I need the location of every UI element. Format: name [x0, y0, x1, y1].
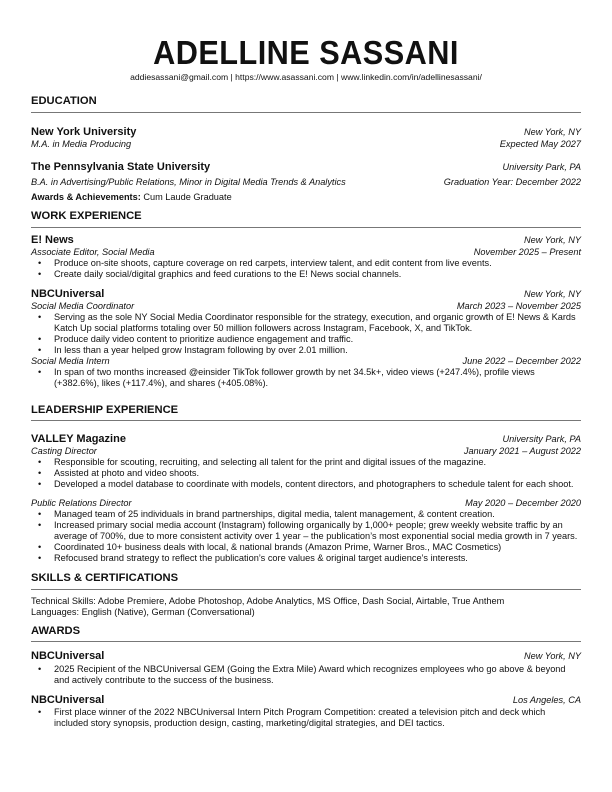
awards-achievements-value: Cum Laude Graduate [140, 192, 232, 203]
section-heading-leadership: LEADERSHIP EXPERIENCE [31, 404, 581, 421]
bullet-list [31, 457, 581, 490]
list-item: • Coordinated 10+ business deals with local, & national brands (Amazon Prime, Warner Bros., MAC Cosmetics) [54, 542, 581, 553]
award-location: Los Angeles, CA [512, 694, 581, 705]
list-item: • 2025 Recipient of the NBCUniversal GEM (Going the Extra Mile) Award which recognizes employees who go above & beyond and actively contribute to the success of the business. [54, 664, 581, 686]
school-name: New York University [31, 125, 137, 138]
bullet-list [31, 367, 581, 389]
section-heading-awards: AWARDS [31, 625, 581, 642]
section-heading-education: EDUCATION [31, 95, 581, 112]
list-item: • Produce daily video content to prioritize audience engagement and traffic. [54, 334, 581, 345]
list-item: • Refocused brand strategy to reflect the publication’s core values & original target audience’s interests. [54, 553, 581, 564]
job-dates: June 2022 – December 2022 [462, 356, 581, 367]
bullet-list [31, 664, 581, 686]
job-title: Social Media Coordinator [31, 301, 135, 312]
job-title: Associate Editor, Social Media [31, 246, 155, 257]
organization-location: University Park, PA [502, 433, 581, 444]
company-location: New York, NY [523, 234, 581, 245]
list-item: • In less than a year helped grow Instagram following by over 2.01 million. [54, 345, 581, 356]
degree: M.A. in Media Producing [31, 139, 132, 150]
school-location: University Park, PA [502, 162, 581, 173]
section-heading-skills: SKILLS & CERTIFICATIONS [31, 572, 581, 589]
leadership-entry [31, 433, 581, 565]
education-entry [31, 161, 581, 203]
bullet-list [31, 312, 581, 356]
contact-line: addiesassani@gmail.com | https://www.asassani.com | www.linkedin.com/in/adellinesassani/ [130, 72, 482, 82]
company-location: New York, NY [523, 289, 581, 300]
list-item: • Responsible for scouting, recruiting, and selecting all talent for the print and digital issues of the magazine. [54, 457, 581, 468]
award-entry [31, 694, 581, 729]
section-heading-work: WORK EXPERIENCE [31, 210, 581, 227]
job-dates: November 2025 – Present [473, 246, 581, 257]
list-item: • Developed a model database to coordinate with models, content directors, and photographers to schedule talent for each shoot. [54, 479, 581, 490]
company-name: NBCUniversal [31, 288, 105, 301]
award-entry [31, 650, 581, 685]
list-item: • Create daily social/digital graphics and feed curations to the E! News social channels. [54, 269, 581, 280]
role-title: Public Relations Director [31, 498, 132, 509]
bullet-list [31, 707, 581, 729]
list-item: • In span of two months increased @einsider TikTok follower growth by net 34.5k+, video views (+247.4%), profile views (+382.6%), likes (+117.4%), and shares (+405.08%). [54, 367, 581, 389]
awards-achievements-label: Awards & Achievements: [31, 192, 141, 203]
award-organization: NBCUniversal [31, 693, 105, 706]
role-dates: January 2021 – August 2022 [463, 446, 581, 457]
company-name: E! News [31, 233, 74, 246]
bullet-list [31, 509, 581, 564]
award-location: New York, NY [523, 651, 581, 662]
skills-block [31, 596, 581, 619]
languages: Languages: English (Native), German (Conversational) [31, 607, 255, 618]
list-item: • First place winner of the 2022 NBCUniversal Intern Pitch Program Competition: created a television pitch and deck which included story synopsis, production design, casting, marketing/digital strategies, and DEI tactics. [54, 707, 581, 729]
degree-date: Expected May 2027 [499, 139, 581, 150]
role-title: Casting Director [31, 446, 97, 457]
technical-skills: Technical Skills: Adobe Premiere, Adobe Photoshop, Adobe Analytics, MS Office, Dash Social, Airtable, True Anthem [31, 595, 505, 606]
bullet-list [31, 258, 581, 280]
degree-date: Graduation Year: December 2022 [443, 177, 581, 188]
job-entry [31, 234, 581, 280]
role-dates: May 2020 – December 2020 [465, 498, 581, 509]
job-title: Social Media Intern [31, 356, 110, 367]
school-name: The Pennsylvania State University [31, 161, 211, 174]
list-item: • Assisted at photo and video shoots. [54, 468, 581, 479]
list-item: • Managed team of 25 individuals in brand partnerships, digital media, talent management, & content creation. [54, 509, 581, 520]
candidate-name: ADELLINE SASSANI [153, 34, 459, 71]
job-entry [31, 288, 581, 389]
list-item: • Produce on-site shoots, capture coverage on red carpets, interview talent, and edit content from live events. [54, 258, 581, 269]
award-organization: NBCUniversal [31, 650, 105, 663]
job-dates: March 2023 – November 2025 [456, 301, 581, 312]
school-location: New York, NY [523, 126, 581, 137]
education-entry [31, 126, 581, 150]
awards-achievements [31, 192, 581, 203]
list-item: • Serving as the sole NY Social Media Coordinator responsible for the strategy, execution, and organic growth of E! News & Kards Katch Up social platforms totaling over 50 million followers across Instagram, Facebook, X, and TikTok. [54, 312, 581, 334]
degree: B.A. in Advertising/Public Relations, Minor in Digital Media Trends & Analytics [31, 177, 346, 188]
list-item: • Increased primary social media account (Instagram) following organically by 1,000+ people; grew weekly website traffic by an average of 700%, due to more consistent activity over 1 year – the publication’s most exponential social media growth in 7 years. [54, 520, 581, 542]
organization-name: VALLEY Magazine [31, 432, 126, 445]
